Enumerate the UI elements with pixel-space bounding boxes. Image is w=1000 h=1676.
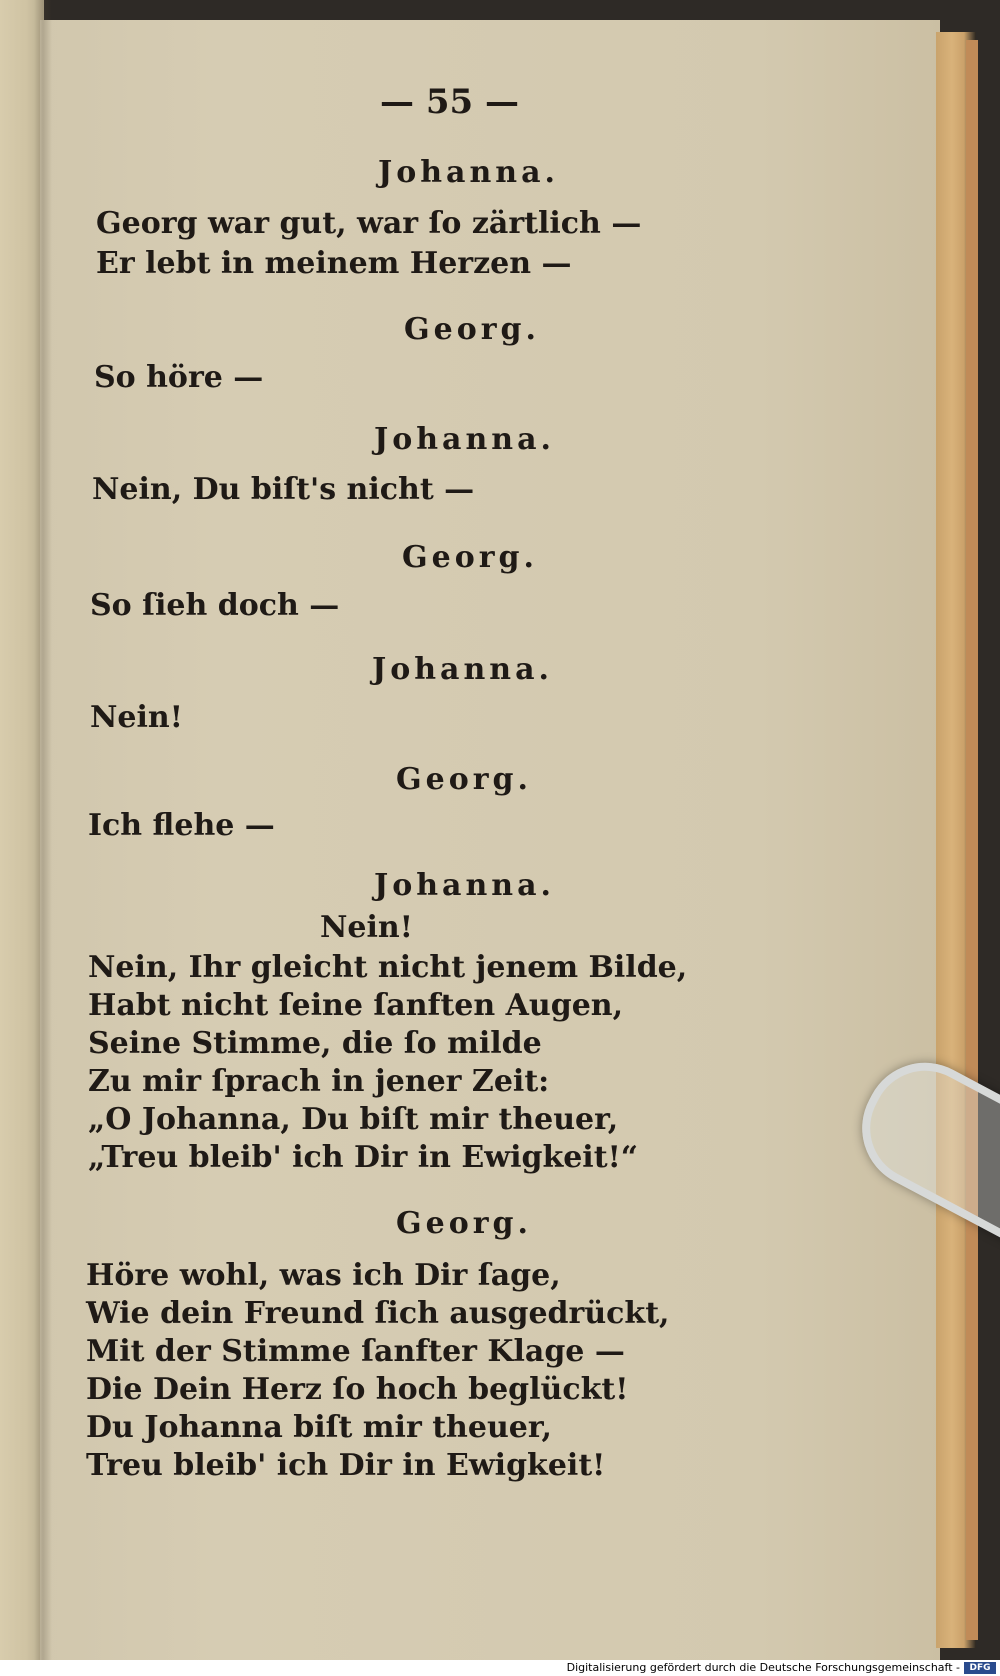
speaker-name: Georg. [402, 540, 538, 575]
verse-line: Zu mir ſprach in jener Zeit: [88, 1064, 550, 1099]
verse-line: Wie dein Freund ſich ausgedrückt, [86, 1296, 670, 1331]
verse-line: Du Johanna biſt mir theuer, [86, 1410, 552, 1445]
verse-line: „Treu bleib' ich Dir in Ewigkeit!“ [88, 1140, 638, 1175]
verse-line: Georg war gut, war ſo zärtlich — [96, 206, 642, 241]
verse-line: Nein, Du biſt's nicht — [92, 472, 475, 507]
verse-line: Habt nicht ſeine ſanften Augen, [88, 988, 624, 1023]
verse-line: Die Dein Herz ſo hoch beglückt! [86, 1372, 629, 1407]
speaker-name: Johanna. [374, 422, 555, 457]
speaker-name: Johanna. [378, 155, 559, 190]
cover-edge [966, 40, 978, 1640]
speaker-name: Johanna. [374, 868, 555, 903]
spine-shadow [34, 0, 52, 1660]
verse-line: Er lebt in meinem Herzen — [96, 246, 572, 281]
page-number: — 55 — [380, 82, 519, 122]
speaker-name: Johanna. [372, 652, 553, 687]
speaker-name: Georg. [396, 762, 532, 797]
verse-line: Höre wohl, was ich Dir ſage, [86, 1258, 561, 1293]
verse-line: „O Johanna, Du biſt mir theuer, [88, 1102, 619, 1137]
verse-line: Mit der Stimme ſanfter Klage — [86, 1334, 625, 1369]
verse-line: Nein, Ihr gleicht nicht jenem Bilde, [88, 950, 688, 985]
speaker-name: Georg. [404, 312, 540, 347]
dfg-logo: DFG [964, 1662, 996, 1674]
verse-line: Ich flehe — [88, 808, 275, 843]
verse-line: So höre — [94, 360, 264, 395]
verse-line: Nein! [90, 700, 183, 735]
verse-line: So ſieh doch — [90, 588, 340, 623]
verse-subheading: Nein! [320, 910, 413, 945]
verse-line: Treu bleib' ich Dir in Ewigkeit! [86, 1448, 606, 1483]
digitization-credit: Digitalisierung gefördert durch die Deutsche Forschungsgemeinschaft - [566, 1661, 960, 1674]
speaker-name: Georg. [396, 1206, 532, 1241]
verse-line: Seine Stimme, die ſo milde [88, 1026, 542, 1061]
